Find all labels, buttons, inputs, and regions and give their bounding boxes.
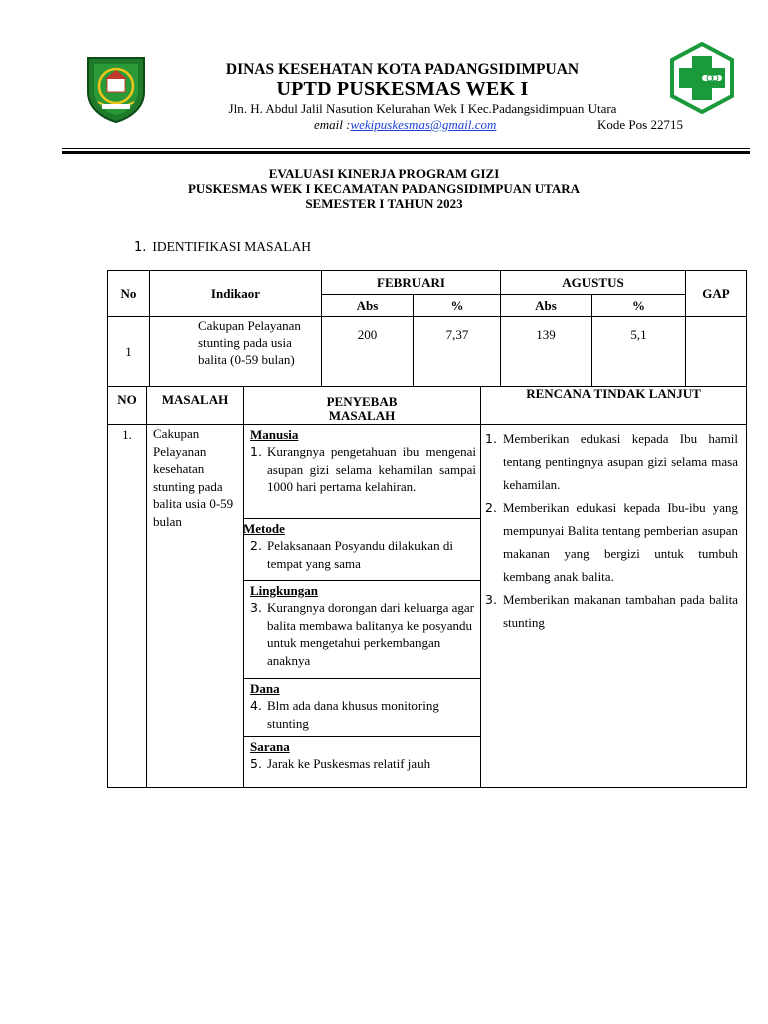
causes-list — [244, 425, 480, 787]
cause-section-manusia — [244, 425, 480, 519]
col-gap: GAP — [686, 271, 747, 317]
letterhead-divider-thin — [62, 148, 750, 149]
plan-text: Memberikan makanan tambahan pada balita stunting — [503, 592, 738, 630]
cause-category: Sarana — [250, 739, 290, 754]
doc-title-2: PUSKESMAS WEK I KECAMATAN PADANGSIDIMPUAN UTARA — [187, 181, 581, 196]
cause-category: Metode — [243, 521, 285, 536]
cause-text: Kurangnya pengetahuan ibu mengenai asupan gizi selama kehamilan sampai 1000 hari pertama kelahiran. — [267, 444, 476, 494]
cause-item — [250, 755, 476, 773]
letterhead-divider-thick — [62, 151, 750, 154]
plan-number: 1. — [485, 431, 497, 446]
plan-item — [485, 588, 738, 634]
problem-no: 1. — [108, 425, 147, 788]
email-label: email : — [314, 117, 351, 132]
email-line — [314, 117, 496, 133]
cause-number: 4. — [250, 698, 262, 713]
col-feb-pct: % — [414, 295, 501, 317]
cause-section-metode — [244, 519, 480, 581]
row-agu-pct: 5,1 — [592, 317, 686, 387]
unit-name: UPTD PUSKESMAS WEK I — [276, 78, 529, 100]
col-feb-abs: Abs — [322, 295, 414, 317]
cause-text: Jarak ke Puskesmas relatif jauh — [267, 756, 431, 771]
postal-code: Kode Pos 22715 — [597, 117, 683, 132]
table-row — [108, 425, 747, 788]
problem-masalah: Cakupan Pelayanan kesehatan stunting pada balita usia 0-59 bulan — [147, 425, 244, 788]
col-rtl: RENCANA TINDAK LANJUT — [481, 387, 747, 425]
col-agu-pct: % — [592, 295, 686, 317]
row-feb-pct: 7,37 — [414, 317, 501, 387]
cause-number: 3. — [250, 600, 262, 615]
col-masalah: MASALAH — [147, 387, 244, 425]
problem-table — [107, 386, 747, 788]
col-no2: NO — [108, 387, 147, 425]
cause-item — [250, 537, 476, 572]
cause-section-lingkungan — [244, 581, 480, 679]
address: Jln. H. Abdul Jalil Nasution Kelurahan Wek I Kec.Padangsidimpuan Utara — [228, 101, 617, 116]
cause-section-dana — [244, 679, 480, 737]
doc-title-3: SEMESTER I TAHUN 2023 — [305, 196, 463, 211]
row-gap — [686, 317, 747, 387]
cause-number: 2. — [250, 538, 262, 553]
cause-section-sarana — [244, 737, 480, 787]
row-feb-abs: 200 — [322, 317, 414, 387]
cause-category: Dana — [250, 681, 280, 696]
cause-item — [250, 443, 476, 496]
plan-item — [485, 496, 738, 588]
section-heading — [134, 239, 311, 255]
row-no: 1 — [108, 317, 150, 387]
section-number: 1. — [134, 240, 147, 255]
cause-text: Kurangnya dorongan dari keluarga agar balita membawa balitanya ke posyandu untuk mengetahui perkembangan anaknya — [267, 600, 474, 668]
table-row — [108, 317, 747, 387]
cause-text: Blm ada dana khusus monitoring stunting — [267, 698, 439, 731]
cause-category: Lingkungan — [250, 583, 318, 598]
col-indikator: Indikaor — [150, 271, 322, 317]
plans-cell — [481, 425, 747, 788]
cause-item — [250, 697, 476, 732]
col-penyebab: PENYEBAB MASALAH — [244, 387, 481, 425]
section-label: IDENTIFIKASI MASALAH — [152, 239, 312, 254]
row-agu-abs: 139 — [501, 317, 592, 387]
col-agu-abs: Abs — [501, 295, 592, 317]
doc-title-1: EVALUASI KINERJA PROGRAM GIZI — [268, 166, 500, 181]
cause-category: Manusia — [250, 427, 299, 442]
plan-item — [485, 427, 738, 496]
indicator-table — [107, 270, 747, 387]
col-februari: FEBRUARI — [322, 271, 501, 295]
row-indikator: Cakupan Pelayanan stunting pada usia balita (0-59 bulan) — [150, 317, 322, 387]
cause-item — [250, 599, 476, 669]
plan-text: Memberikan edukasi kepada Ibu-ibu yang mempunyai Balita tentang pemberian asupan makanan yang bergizi untuk tumbuh kembang anak balita. — [503, 500, 738, 584]
plans-list — [481, 425, 746, 634]
causes-cell — [244, 425, 481, 788]
agency-name: DINAS KESEHATAN KOTA PADANGSIDIMPUAN — [225, 61, 580, 78]
plan-number: 2. — [485, 500, 497, 515]
plan-text: Memberikan edukasi kepada Ibu hamil tentang pentingnya asupan gizi selama masa kehamilan. — [503, 431, 738, 492]
plan-number: 3. — [485, 592, 497, 607]
email-link[interactable]: wekipuskesmas@gmail.com — [350, 117, 497, 132]
col-no: No — [108, 271, 150, 317]
cause-number: 1. — [250, 444, 262, 459]
cause-text: Pelaksanaan Posyandu dilakukan di tempat yang sama — [267, 538, 453, 571]
cause-number: 5. — [250, 756, 262, 771]
col-agustus: AGUSTUS — [501, 271, 686, 295]
